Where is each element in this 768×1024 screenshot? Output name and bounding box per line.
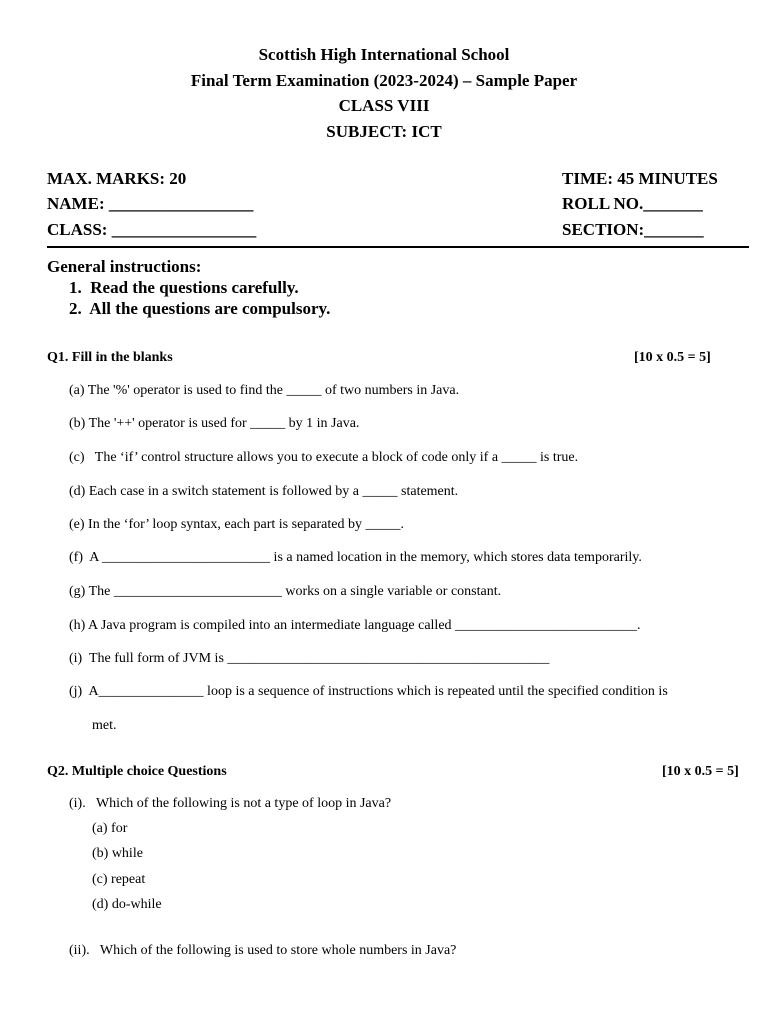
q1-item-a: (a) The '%' operator is used to find the _____ of two numbers in Java. xyxy=(69,383,460,398)
q2-option-c: (c) repeat xyxy=(92,872,146,887)
exam-title: Final Term Examination (2023-2024) – Sample Paper xyxy=(190,71,578,90)
section-field: SECTION:_______ xyxy=(562,220,704,239)
header-divider xyxy=(47,246,749,248)
q1-item-d: (d) Each case in a switch statement is followed by a _____ statement. xyxy=(69,484,459,499)
q2-option-a: (a) for xyxy=(92,821,128,836)
instruction-item: 1. Read the questions carefully. xyxy=(69,278,299,297)
q2-option-b: (b) while xyxy=(92,846,143,861)
name-field: NAME: _________________ xyxy=(47,194,254,213)
q1-item-c: (c) The ‘if’ control structure allows you to execute a block of code only if a _____ is true. xyxy=(69,450,579,465)
roll-number-field: ROLL NO._______ xyxy=(562,194,703,213)
q1-item-e: (e) In the ‘for’ loop syntax, each part is separated by _____. xyxy=(69,517,404,532)
q1-marks: [10 x 0.5 = 5] xyxy=(634,350,711,365)
subject-title: SUBJECT: ICT xyxy=(326,122,442,141)
q1-item-j-continued: met. xyxy=(92,718,117,733)
instructions-title: General instructions: xyxy=(47,257,202,276)
time-allowed: TIME: 45 MINUTES xyxy=(562,169,718,188)
school-name: Scottish High International School xyxy=(258,45,510,64)
q1-item-h: (h) A Java program is compiled into an intermediate language called __________________________. xyxy=(69,618,641,633)
q1-item-j: (j) A_______________ loop is a sequence of instructions which is repeated until the specified condition is xyxy=(69,684,668,699)
class-title: CLASS VIII xyxy=(338,96,430,115)
q2-question-i: (i). Which of the following is not a type of loop in Java? xyxy=(69,796,392,811)
q1-item-f: (f) A ________________________ is a named location in the memory, which stores data temporarily. xyxy=(69,550,642,565)
q2-marks: [10 x 0.5 = 5] xyxy=(662,764,739,779)
q2-question-ii: (ii). Which of the following is used to store whole numbers in Java? xyxy=(69,943,457,958)
q1-title: Q1. Fill in the blanks xyxy=(47,350,173,365)
q2-title: Q2. Multiple choice Questions xyxy=(47,764,227,779)
max-marks: MAX. MARKS: 20 xyxy=(47,169,187,188)
q1-item-b: (b) The '++' operator is used for _____ by 1 in Java. xyxy=(69,416,360,431)
instruction-item: 2. All the questions are compulsory. xyxy=(69,299,331,318)
q1-item-g: (g) The ________________________ works on a single variable or constant. xyxy=(69,584,502,599)
q2-option-d: (d) do-while xyxy=(92,897,162,912)
class-field: CLASS: _________________ xyxy=(47,220,257,239)
q1-item-i: (i) The full form of JVM is ______________________________________________ xyxy=(69,651,550,666)
